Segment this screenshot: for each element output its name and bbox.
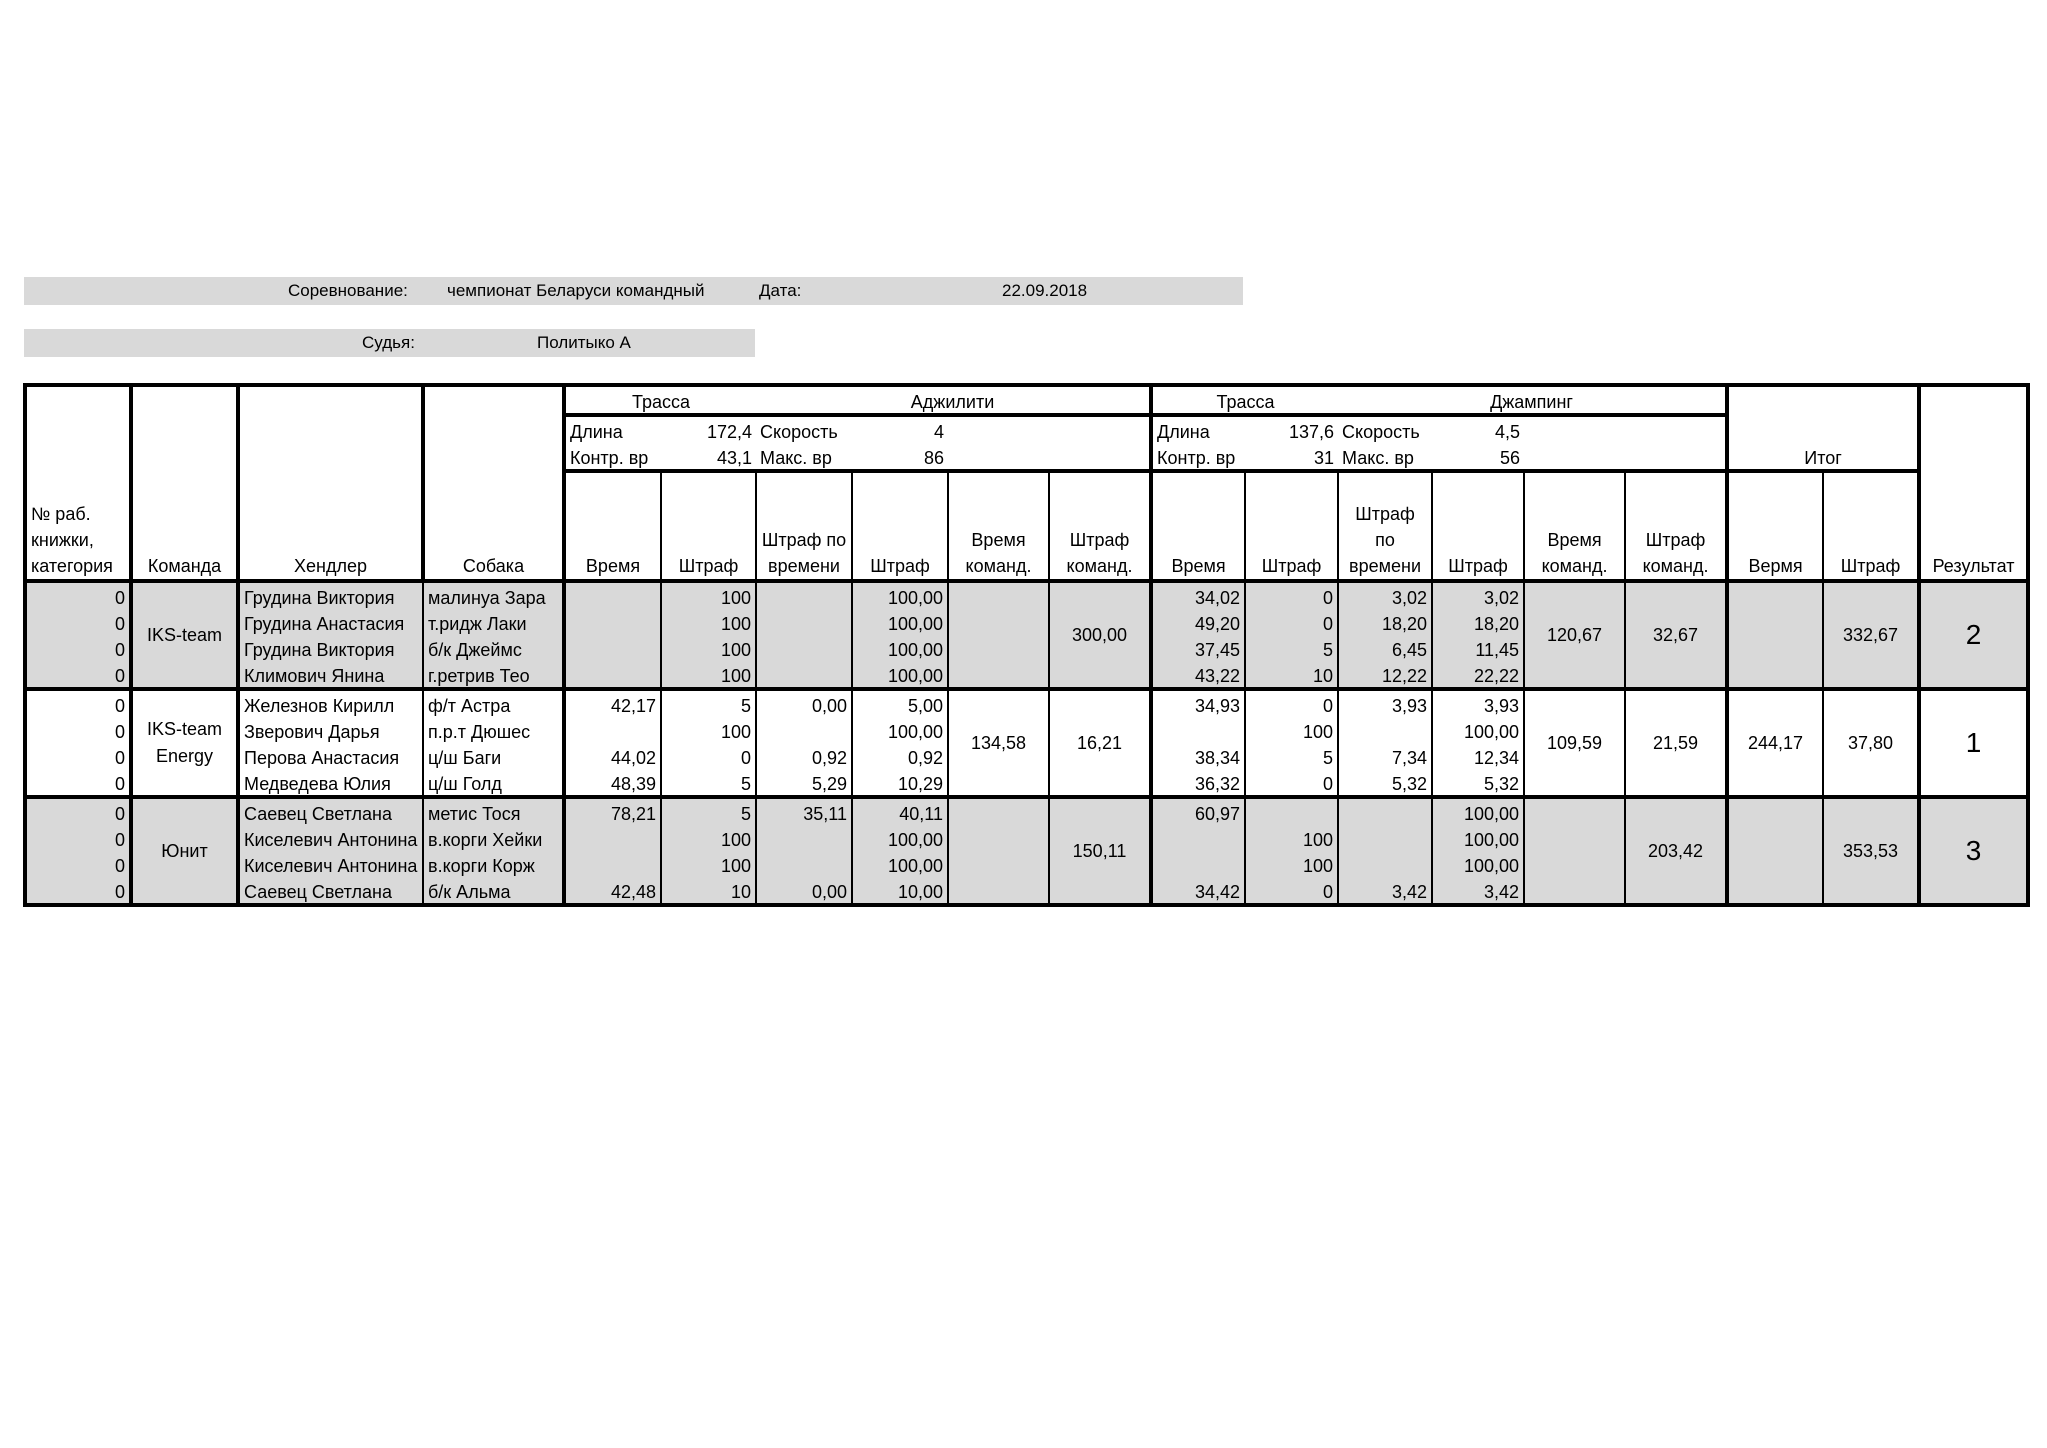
agility-time-cell — [564, 851, 661, 877]
handler-cell: Грудина Анастасия — [238, 609, 423, 635]
jumping-total-cell: 12,34 — [1432, 743, 1524, 769]
jumping-total-cell: 100,00 — [1432, 825, 1524, 851]
agility-penalty-cell: 5 — [661, 769, 756, 797]
col-team: Команда — [147, 556, 222, 576]
agility-time-cell — [564, 661, 661, 689]
agility-total-cell: 100,00 — [852, 825, 948, 851]
jumping-time-penalty-cell: 3,02 — [1338, 581, 1432, 609]
agility-time-penalty-cell — [756, 851, 852, 877]
agility-time-cell: 78,21 — [564, 797, 661, 825]
agility-speed-label: Скорость — [756, 415, 852, 443]
jumping-total-cell: 3,93 — [1432, 689, 1524, 717]
jumping-team-penalty: 32,67 — [1625, 581, 1727, 689]
agility-total-cell: 0,92 — [852, 743, 948, 769]
agility-total-cell: 100,00 — [852, 581, 948, 609]
jumping-penalty-cell: 100 — [1245, 717, 1338, 743]
book-cell: 0 — [25, 661, 131, 689]
total-time: 244,17 — [1727, 689, 1823, 797]
jumping-time-cell: 43,22 — [1151, 661, 1245, 689]
jumping-total-cell: 100,00 — [1432, 851, 1524, 877]
jumping-time-cell: 34,93 — [1151, 689, 1245, 717]
jumping-penalty-cell: 5 — [1245, 743, 1338, 769]
jumping-time-penalty-cell: 7,34 — [1338, 743, 1432, 769]
agility-time-penalty-cell — [756, 661, 852, 689]
total-time — [1727, 797, 1823, 905]
agility-length-label: Длина — [564, 415, 661, 443]
agility-time-penalty-cell — [756, 825, 852, 851]
jumping-total-cell: 3,42 — [1432, 877, 1524, 905]
table-row — [25, 689, 2028, 717]
book-cell: 0 — [25, 851, 131, 877]
agility-team-penalty: 16,21 — [1049, 689, 1151, 797]
handler-cell: Саевец Светлана — [238, 797, 423, 825]
date-value: 22.09.2018 — [1002, 281, 1088, 300]
competition-info-bar — [24, 277, 1243, 305]
total-penalty: 37,80 — [1823, 689, 1919, 797]
col-total-time: Вермя — [1748, 556, 1803, 576]
jumping-time-penalty-cell — [1338, 797, 1432, 825]
dog-cell: г.ретрив Тео — [423, 661, 564, 689]
agility-speed-value: 4 — [852, 415, 948, 443]
col-agility-team-time: Время команд. — [965, 530, 1032, 576]
dog-cell: ц/ш Голд — [423, 769, 564, 797]
jumping-penalty-cell: 0 — [1245, 581, 1338, 609]
agility-time-penalty-cell — [756, 609, 852, 635]
total-penalty: 353,53 — [1823, 797, 1919, 905]
jumping-total-cell: 100,00 — [1432, 717, 1524, 743]
jumping-speed-label: Скорость — [1338, 415, 1432, 443]
agility-max-label: Макс. вр — [760, 448, 832, 468]
competition-label: Соревнование: — [288, 281, 408, 300]
dog-cell: б/к Джеймс — [423, 635, 564, 661]
result-place: 2 — [1919, 581, 2028, 689]
jumping-length-value: 137,6 — [1245, 415, 1338, 443]
jumping-total-cell: 22,22 — [1432, 661, 1524, 689]
results-table — [23, 383, 2030, 907]
jumping-team-time: 120,67 — [1524, 581, 1625, 689]
col-agility-team-penalty: Штраф команд. — [1066, 530, 1133, 576]
dog-cell: малинуа Зара — [423, 581, 564, 609]
table-row — [25, 797, 2028, 825]
jumping-penalty-cell: 0 — [1245, 769, 1338, 797]
agility-total-cell: 10,00 — [852, 877, 948, 905]
jumping-time-penalty-cell: 3,93 — [1338, 689, 1432, 717]
team-name-line2: Energy — [155, 746, 214, 766]
jumping-time-cell: 38,34 — [1151, 743, 1245, 769]
dog-cell: в.корги Корж — [423, 851, 564, 877]
jumping-team-time: 109,59 — [1524, 689, 1625, 797]
agility-penalty-cell: 100 — [661, 635, 756, 661]
jumping-penalty-cell: 100 — [1245, 825, 1338, 851]
agility-time-cell — [564, 825, 661, 851]
book-cell: 0 — [25, 743, 131, 769]
agility-name: Аджилити — [756, 385, 1151, 415]
jumping-time-cell — [1151, 825, 1245, 851]
header-row-1 — [25, 385, 2028, 415]
table-row — [25, 581, 2028, 609]
agility-time-penalty-cell: 35,11 — [756, 797, 852, 825]
dog-cell: т.ридж Лаки — [423, 609, 564, 635]
jumping-penalty-cell: 0 — [1245, 877, 1338, 905]
jumping-length-label: Длина — [1151, 415, 1245, 443]
book-cell: 0 — [25, 609, 131, 635]
handler-cell: Саевец Светлана — [238, 877, 423, 905]
handler-cell: Климович Янина — [238, 661, 423, 689]
agility-time-penalty-cell — [756, 581, 852, 609]
agility-total-cell: 100,00 — [852, 609, 948, 635]
jumping-speed-value: 4,5 — [1432, 415, 1524, 443]
col-jumping-team-time: Время команд. — [1541, 530, 1608, 576]
jumping-control-label: Контр. вр — [1151, 443, 1245, 471]
agility-time-penalty-cell — [756, 635, 852, 661]
agility-time-cell — [564, 609, 661, 635]
jumping-time-cell: 37,45 — [1151, 635, 1245, 661]
jumping-penalty-cell — [1245, 797, 1338, 825]
jumping-time-penalty-cell — [1338, 825, 1432, 851]
agility-total-cell: 100,00 — [852, 851, 948, 877]
jumping-time-penalty-cell: 6,45 — [1338, 635, 1432, 661]
jumping-time-cell: 60,97 — [1151, 797, 1245, 825]
competition-value: чемпионат Беларуси командный — [447, 281, 705, 300]
jumping-time-cell — [1151, 717, 1245, 743]
jumping-max-label: Макс. вр — [1342, 448, 1414, 468]
jumping-time-cell: 34,02 — [1151, 581, 1245, 609]
handler-cell: Киселевич Антонина — [238, 825, 423, 851]
jumping-penalty-cell: 0 — [1245, 689, 1338, 717]
col-total-penalty: Штраф — [1840, 556, 1901, 576]
agility-team-penalty: 300,00 — [1049, 581, 1151, 689]
jumping-name: Джампинг — [1338, 385, 1727, 415]
judge-info-bar — [24, 329, 755, 357]
book-cell: 0 — [25, 769, 131, 797]
agility-team-time — [948, 797, 1049, 905]
jumping-time-penalty-cell — [1338, 851, 1432, 877]
agility-team-time — [948, 581, 1049, 689]
col-handler: Хендлер — [294, 556, 367, 576]
team-name: IKS-team — [131, 581, 238, 689]
jumping-team-penalty: 203,42 — [1625, 797, 1727, 905]
agility-time-penalty-cell: 0,00 — [756, 689, 852, 717]
jumping-time-cell: 49,20 — [1151, 609, 1245, 635]
jumping-time-penalty-cell: 5,32 — [1338, 769, 1432, 797]
agility-time-penalty-cell: 0,00 — [756, 877, 852, 905]
col-jumping-time: Время — [1171, 556, 1226, 576]
team-name: Юнит — [131, 797, 238, 905]
agility-penalty-cell: 0 — [661, 743, 756, 769]
agility-total-cell: 5,00 — [852, 689, 948, 717]
handler-cell: Железнов Кирилл — [238, 689, 423, 717]
agility-control-label: Контр. вр — [564, 443, 661, 471]
jumping-time-penalty-cell: 12,22 — [1338, 661, 1432, 689]
jumping-trassa-label: Трасса — [1151, 385, 1338, 415]
result-place: 1 — [1919, 689, 2028, 797]
agility-penalty-cell: 100 — [661, 581, 756, 609]
team-name — [131, 689, 238, 797]
agility-time-penalty-cell: 5,29 — [756, 769, 852, 797]
handler-cell: Медведева Юлия — [238, 769, 423, 797]
date-label: Дата: — [759, 281, 802, 300]
dog-cell: б/к Альма — [423, 877, 564, 905]
col-jumping-time-penalty: Штраф по времени — [1349, 504, 1422, 576]
col-agility-penalty: Штраф — [678, 556, 739, 576]
jumping-total-cell: 18,20 — [1432, 609, 1524, 635]
jumping-time-cell — [1151, 851, 1245, 877]
jumping-total-cell: 3,02 — [1432, 581, 1524, 609]
agility-time-cell — [564, 635, 661, 661]
handler-cell: Зверович Дарья — [238, 717, 423, 743]
agility-total-cell: 100,00 — [852, 635, 948, 661]
agility-total-cell: 10,29 — [852, 769, 948, 797]
col-jumping-total-penalty: Штраф — [1448, 556, 1508, 576]
jumping-total-cell: 100,00 — [1432, 797, 1524, 825]
book-cell: 0 — [25, 689, 131, 717]
jumping-penalty-cell: 10 — [1245, 661, 1338, 689]
agility-time-cell — [564, 717, 661, 743]
agility-control-value: 43,1 — [716, 448, 752, 468]
book-cell: 0 — [25, 635, 131, 661]
book-cell: 0 — [25, 717, 131, 743]
col-book: № раб. книжки, категория — [31, 504, 113, 576]
dog-cell: в.корги Хейки — [423, 825, 564, 851]
book-cell: 0 — [25, 825, 131, 851]
dog-cell: метис Тося — [423, 797, 564, 825]
agility-total-cell: 100,00 — [852, 661, 948, 689]
jumping-time-penalty-cell: 18,20 — [1338, 609, 1432, 635]
agility-time-penalty-cell — [756, 717, 852, 743]
agility-total-cell: 100,00 — [852, 717, 948, 743]
handler-cell: Киселевич Антонина — [238, 851, 423, 877]
agility-penalty-cell: 5 — [661, 689, 756, 717]
jumping-time-penalty-cell: 3,42 — [1338, 877, 1432, 905]
agility-penalty-cell: 10 — [661, 877, 756, 905]
agility-time-cell — [564, 581, 661, 609]
col-jumping-team-penalty: Штраф команд. — [1642, 530, 1709, 576]
total-time — [1727, 581, 1823, 689]
agility-time-cell: 42,17 — [564, 689, 661, 717]
agility-penalty-cell: 100 — [661, 717, 756, 743]
agility-time-cell: 42,48 — [564, 877, 661, 905]
jumping-time-penalty-cell — [1338, 717, 1432, 743]
dog-cell: п.р.т Дюшес — [423, 717, 564, 743]
agility-time-cell: 48,39 — [564, 769, 661, 797]
agility-team-time: 134,58 — [948, 689, 1049, 797]
agility-length-value: 172,4 — [661, 415, 756, 443]
col-agility-time: Время — [585, 556, 641, 576]
agility-max-value: 86 — [923, 448, 944, 468]
total-penalty: 332,67 — [1823, 581, 1919, 689]
jumping-team-penalty: 21,59 — [1625, 689, 1727, 797]
book-cell: 0 — [25, 877, 131, 905]
handler-cell: Перова Анастасия — [238, 743, 423, 769]
handler-cell: Грудина Виктория — [238, 635, 423, 661]
judge-label: Судья: — [362, 333, 415, 352]
col-agility-time-penalty: Штраф по времени — [761, 530, 847, 576]
jumping-team-time — [1524, 797, 1625, 905]
col-agility-total-penalty: Штраф — [870, 556, 930, 576]
result-place: 3 — [1919, 797, 2028, 905]
jumping-control-value: 31 — [1314, 448, 1335, 468]
dog-cell: ц/ш Баги — [423, 743, 564, 769]
agility-penalty-cell: 100 — [661, 825, 756, 851]
jumping-max-value: 56 — [1500, 448, 1521, 468]
agility-penalty-cell: 100 — [661, 851, 756, 877]
agility-time-penalty-cell: 0,92 — [756, 743, 852, 769]
jumping-penalty-cell: 5 — [1245, 635, 1338, 661]
col-jumping-penalty: Штраф — [1261, 556, 1322, 576]
jumping-penalty-cell: 100 — [1245, 851, 1338, 877]
agility-penalty-cell: 100 — [661, 661, 756, 689]
book-cell: 0 — [25, 581, 131, 609]
jumping-total-cell: 11,45 — [1432, 635, 1524, 661]
book-cell: 0 — [25, 797, 131, 825]
agility-team-penalty: 150,11 — [1049, 797, 1151, 905]
col-dog: Собака — [462, 556, 525, 576]
jumping-time-cell: 36,32 — [1151, 769, 1245, 797]
judge-value: Политыко А — [537, 333, 631, 352]
jumping-total-cell: 5,32 — [1432, 769, 1524, 797]
agility-total-cell: 40,11 — [852, 797, 948, 825]
total-label: Итог — [1727, 385, 1919, 471]
dog-cell: ф/т Астра — [423, 689, 564, 717]
handler-cell: Грудина Виктория — [238, 581, 423, 609]
agility-time-cell: 44,02 — [564, 743, 661, 769]
team-name-line1: IKS-team — [146, 719, 223, 739]
agility-trassa-label: Трасса — [564, 385, 756, 415]
agility-penalty-cell: 100 — [661, 609, 756, 635]
jumping-time-cell: 34,42 — [1151, 877, 1245, 905]
agility-penalty-cell: 5 — [661, 797, 756, 825]
jumping-penalty-cell: 0 — [1245, 609, 1338, 635]
col-result: Результат — [1932, 556, 2015, 576]
